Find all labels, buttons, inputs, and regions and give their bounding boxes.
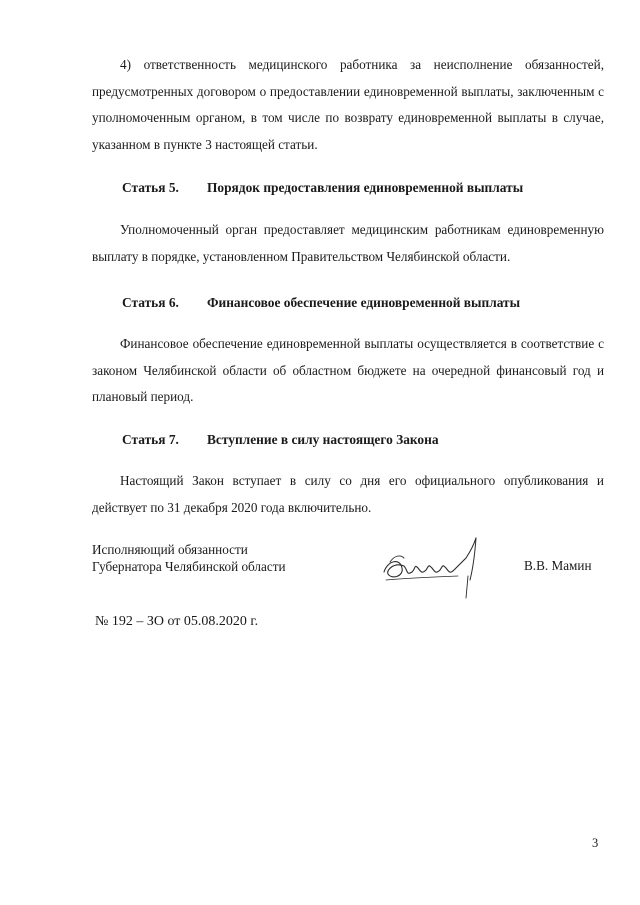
document-number: № 192 – ЗО от 05.08.2020 г.	[95, 614, 259, 629]
article-5-number: Статья 5.	[122, 180, 179, 195]
handwritten-signature	[378, 532, 488, 602]
signatory-name: В.В. Мамин	[524, 558, 592, 573]
paragraph-article-6: Финансовое обеспечение единовременной выплаты осуществляется в соответствие с законом Челябинской области об областном бюджете на очередной финансовый год и плановый период.	[92, 336, 604, 404]
article-7-heading	[122, 432, 612, 448]
page-number: 3	[592, 836, 599, 850]
position-line-1: Исполняющий обязанности	[92, 542, 248, 557]
signatory-position	[92, 541, 286, 575]
paragraph-item-4: 4) ответственность медицинского работника за неисполнение обязанностей, предусмотренных договором о предоставлении единовременной выплаты, заключенным с уполномоченным органом, в том числе по возврату единовременной выплаты в случае, указанном в пункте 3 настоящей статьи.	[92, 57, 604, 152]
article-6-title: Финансовое обеспечение единовременной выплаты	[207, 295, 521, 310]
article-5-heading	[122, 180, 612, 196]
position-line-2: Губернатора Челябинской области	[92, 559, 286, 574]
paragraph-article-5: Уполномоченный орган предоставляет медицинским работникам единовременную выплату в порядке, установленном Правительством Челябинской области.	[92, 222, 604, 264]
article-6-number: Статья 6.	[122, 295, 179, 310]
paragraph-article-7: Настоящий Закон вступает в силу со дня его официального опубликования и действует по 31 декабря 2020 года включительно.	[92, 473, 604, 515]
article-7-number: Статья 7.	[122, 432, 179, 447]
article-5-title: Порядок предоставления единовременной выплаты	[207, 180, 524, 195]
article-6-heading	[122, 295, 612, 311]
article-7-title: Вступление в силу настоящего Закона	[207, 432, 439, 447]
